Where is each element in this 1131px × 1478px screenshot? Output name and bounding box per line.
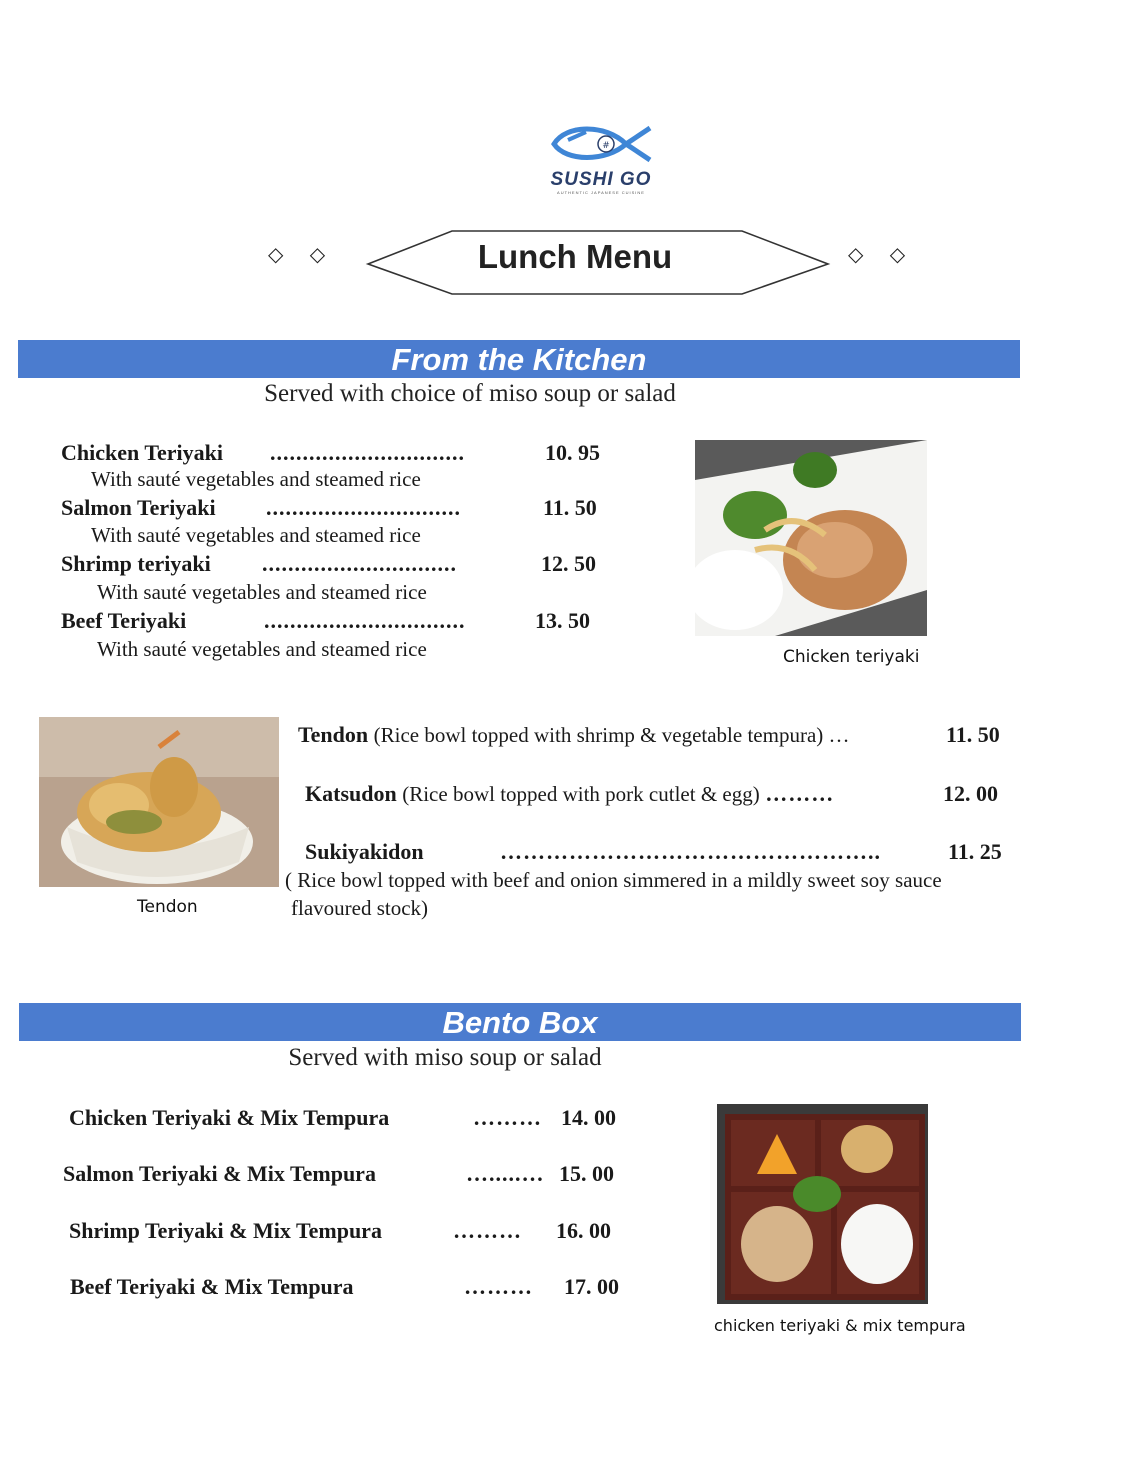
leader-dots: .............................. xyxy=(270,440,465,465)
bento-subtitle: Served with miso soup or salad xyxy=(288,1044,602,1071)
svg-text:#: # xyxy=(602,141,610,151)
menu-item-description: With sauté vegetables and steamed rice xyxy=(91,523,421,547)
menu-item-price: 14. 00 xyxy=(561,1105,616,1130)
menu-item-description: With sauté vegetables and steamed rice xyxy=(91,467,421,491)
menu-item-description: ( Rice bowl topped with beef and onion simmered in a mildly sweet soy sauce xyxy=(285,868,942,892)
tendon-photo xyxy=(39,717,279,887)
leader-dots: ……… xyxy=(464,1274,533,1299)
logo-name: SUSHI GO xyxy=(550,169,652,190)
menu-item-description: (Rice bowl topped with shrimp & vegetable tempura) … xyxy=(373,723,850,747)
food-image-icon xyxy=(39,717,279,887)
menu-item-price: 11. 25 xyxy=(948,839,1002,864)
kitchen-subtitle: Served with choice of miso soup or salad xyxy=(264,380,676,407)
menu-item-price: 11. 50 xyxy=(946,722,1000,747)
menu-item-name: Salmon Teriyaki xyxy=(61,495,216,520)
photo-caption: chicken teriyaki & mix tempura xyxy=(714,1316,966,1335)
menu-item-description: With sauté vegetables and steamed rice xyxy=(97,580,427,604)
leader-dots: .............................. xyxy=(266,495,461,520)
menu-item-price: 12. 50 xyxy=(541,551,596,576)
menu-item-description: flavoured stock) xyxy=(291,896,429,920)
menu-item-name: Sukiyakidon xyxy=(305,839,424,864)
menu-item-name: Shrimp teriyaki xyxy=(61,551,211,576)
title-right-decoration: ◇ ◇ xyxy=(848,242,916,266)
menu-item-name: Beef Teriyaki & Mix Tempura xyxy=(70,1274,354,1299)
menu-item-name: Katsudon xyxy=(305,781,397,806)
restaurant-logo xyxy=(538,118,664,208)
menu-item-price: 11. 50 xyxy=(543,495,597,520)
photo-caption: Tendon xyxy=(137,897,198,917)
menu-item-name: Chicken Teriyaki xyxy=(61,440,223,465)
photo-caption: Chicken teriyaki xyxy=(783,647,920,667)
leader-dots: ……… xyxy=(453,1218,522,1243)
menu-item-price: 10. 95 xyxy=(545,440,600,465)
leader-dots: ………………………………………….. xyxy=(500,839,881,864)
menu-item-price: 12. 00 xyxy=(943,781,998,806)
menu-item-description: With sauté vegetables and steamed rice xyxy=(97,637,427,661)
bento-box-photo xyxy=(717,1104,928,1304)
menu-item-price: 17. 00 xyxy=(564,1274,619,1299)
menu-item-description: (Rice bowl topped with pork cutlet & egg) xyxy=(402,782,760,806)
chicken-teriyaki-photo xyxy=(695,440,927,636)
leader-dots: ….....… xyxy=(466,1161,545,1186)
section-heading-kitchen: From the Kitchen xyxy=(18,340,1020,378)
menu-item-price: 15. 00 xyxy=(559,1161,614,1186)
leader-dots: ……… xyxy=(473,1105,542,1130)
leader-dots: ............................... xyxy=(264,608,466,633)
page-title: Lunch Menu xyxy=(477,238,673,275)
food-image-icon xyxy=(695,440,927,636)
food-image-icon xyxy=(717,1104,928,1304)
logo-tagline: AUTHENTIC JAPANESE CUISINE xyxy=(557,190,645,195)
leader-dots: .............................. xyxy=(262,551,457,576)
fish-logo-icon xyxy=(546,118,656,168)
menu-item-name: Salmon Teriyaki & Mix Tempura xyxy=(63,1161,376,1186)
title-left-decoration: ◇ ◇ xyxy=(268,242,336,266)
menu-item-name: Shrimp Teriyaki & Mix Tempura xyxy=(69,1218,382,1243)
menu-item-price: 16. 00 xyxy=(556,1218,611,1243)
section-heading-bento: Bento Box xyxy=(19,1003,1021,1041)
leader-dots: ……… xyxy=(765,781,835,806)
donburi-item-tendon xyxy=(298,722,850,748)
donburi-item-katsudon xyxy=(305,781,834,807)
menu-item-name: Tendon xyxy=(298,722,369,747)
menu-item-name: Beef Teriyaki xyxy=(61,608,187,633)
menu-item-name: Chicken Teriyaki & Mix Tempura xyxy=(69,1105,390,1130)
menu-item-price: 13. 50 xyxy=(535,608,590,633)
